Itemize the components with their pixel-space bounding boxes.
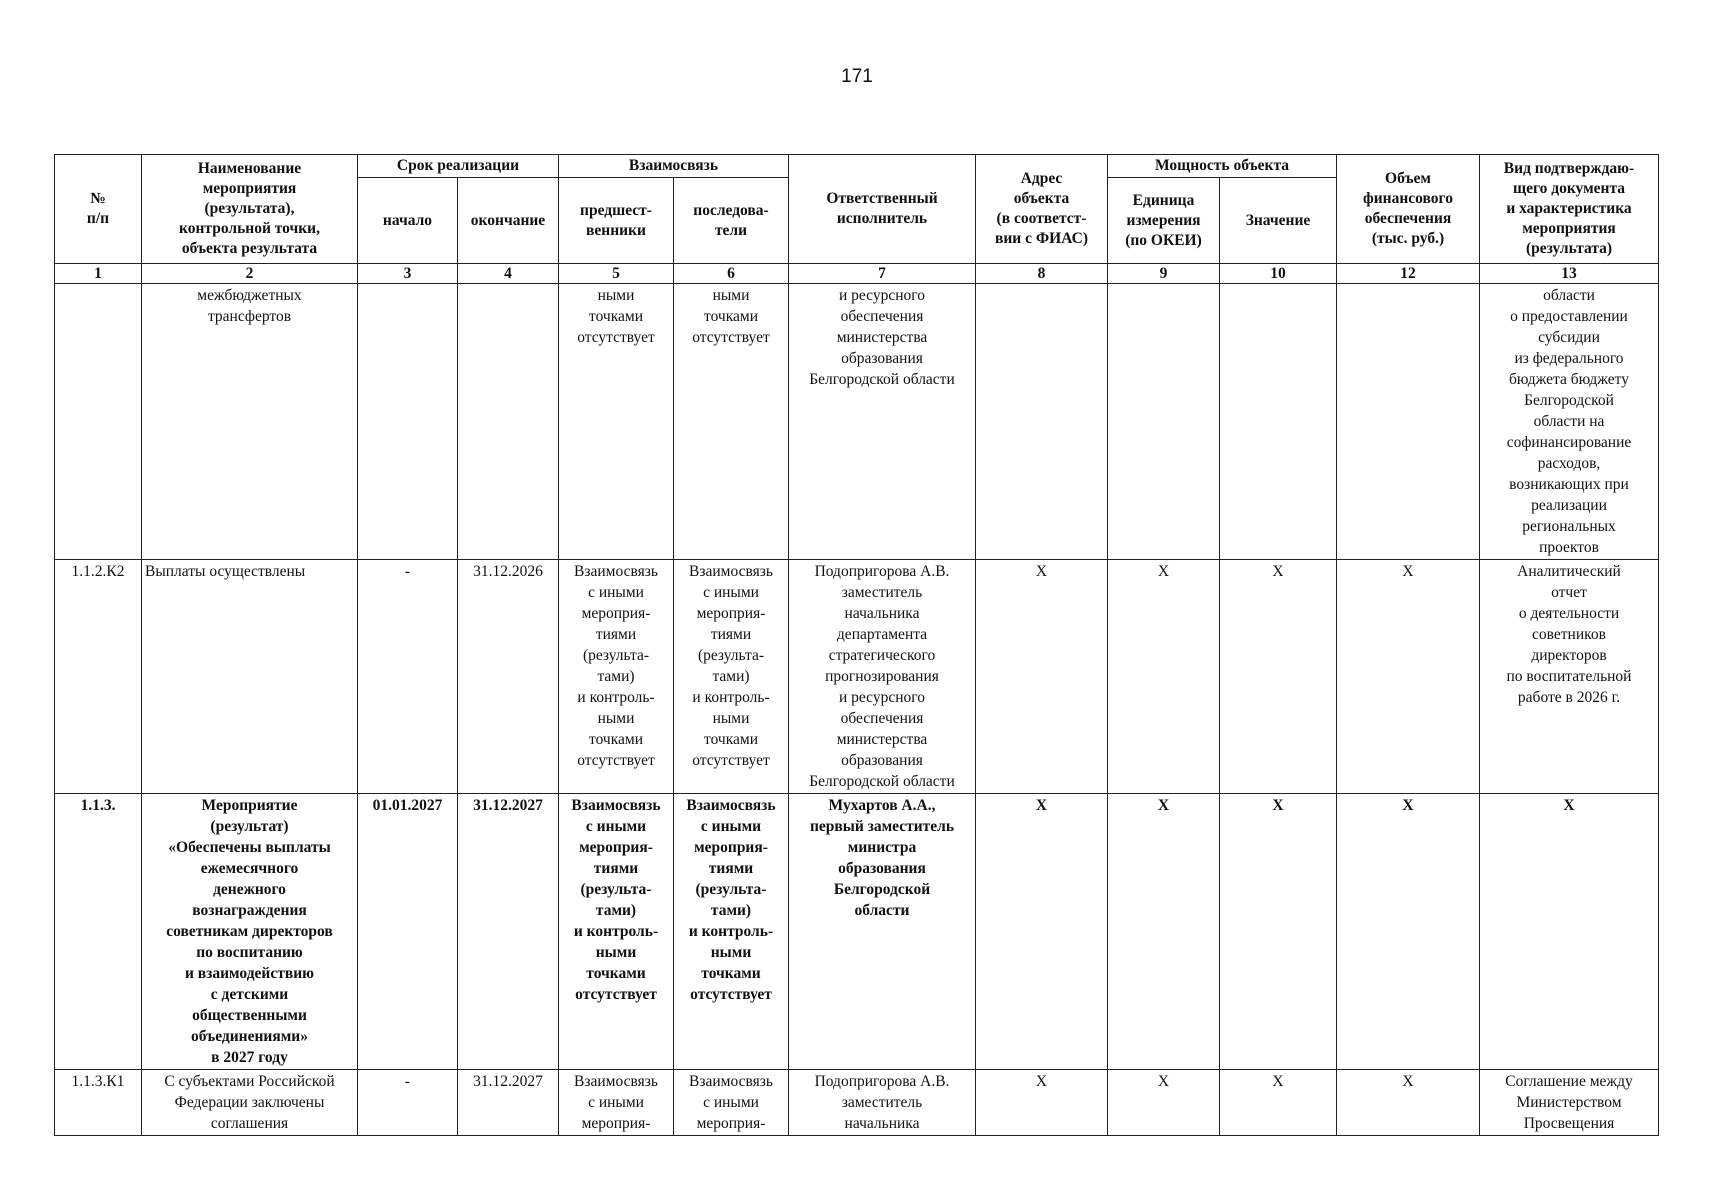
table-row xyxy=(55,560,1659,794)
header-responsible: Ответственный исполнитель xyxy=(789,155,976,264)
row-finance: X xyxy=(1337,1070,1480,1136)
row-unit: X xyxy=(1108,794,1220,1070)
row-finance xyxy=(1337,284,1480,560)
table-row xyxy=(55,794,1659,1070)
row-responsible: и ресурсного обеспечения министерства образования Белгородской области xyxy=(789,284,976,560)
column-number: 2 xyxy=(142,264,358,284)
header-value: Значение xyxy=(1220,178,1337,264)
column-number: 13 xyxy=(1480,264,1659,284)
row-successors: Взаимосвязь с иными мероприя- xyxy=(674,1070,789,1136)
row-value: X xyxy=(1220,1070,1337,1136)
column-number: 5 xyxy=(559,264,674,284)
header-successors: последова- тели xyxy=(674,178,789,264)
row-predecessors: Взаимосвязь с иными мероприя- тиями (результа- тами) и контроль- ными точками отсутствует xyxy=(559,560,674,794)
column-number: 12 xyxy=(1337,264,1480,284)
row-unit xyxy=(1108,284,1220,560)
row-address: X xyxy=(976,1070,1108,1136)
header-end: окончание xyxy=(458,178,559,264)
row-predecessors: ными точками отсутствует xyxy=(559,284,674,560)
row-document: Аналитический отчет о деятельности советников директоров по воспитательной работе в 2026 г. xyxy=(1480,560,1659,794)
row-start: - xyxy=(358,1070,458,1136)
table-row xyxy=(55,284,1659,560)
plan-table xyxy=(54,154,1659,1136)
row-end: 31.12.2026 xyxy=(458,560,559,794)
row-num: 1.1.3.К1 xyxy=(55,1070,142,1136)
row-start: - xyxy=(358,560,458,794)
row-successors: Взаимосвязь с иными мероприя- тиями (результа- тами) и контроль- ными точками отсутствует xyxy=(674,794,789,1070)
row-responsible: Подопригорова А.В. заместитель начальника xyxy=(789,1070,976,1136)
header-term: Срок реализации xyxy=(358,155,559,178)
row-name: Выплаты осуществлены xyxy=(142,560,358,794)
row-num: 1.1.2.К2 xyxy=(55,560,142,794)
row-finance: X xyxy=(1337,560,1480,794)
header-finance: Объем финансового обеспечения (тыс. руб.) xyxy=(1337,155,1480,264)
row-address xyxy=(976,284,1108,560)
row-name: С субъектами Российской Федерации заключены соглашения xyxy=(142,1070,358,1136)
row-responsible: Подопригорова А.В. заместитель начальника департамента стратегического прогнозирования и ресурсного обеспечения министерства образования Белгородской области xyxy=(789,560,976,794)
column-number: 6 xyxy=(674,264,789,284)
row-name: Мероприятие (результат) «Обеспечены выплаты ежемесячного денежного вознаграждения советникам директоров по воспитанию и взаимодействию с детскими общественными объединениями» в 2027 году xyxy=(142,794,358,1070)
header-capacity: Мощность объекта xyxy=(1108,155,1337,178)
row-predecessors: Взаимосвязь с иными мероприя- xyxy=(559,1070,674,1136)
row-successors: Взаимосвязь с иными мероприя- тиями (результа- тами) и контроль- ными точками отсутствует xyxy=(674,560,789,794)
header-predecessors: предшест- венники xyxy=(559,178,674,264)
header-name: Наименование мероприятия (результата), контрольной точки, объекта результата xyxy=(142,155,358,264)
header-start: начало xyxy=(358,178,458,264)
column-number: 9 xyxy=(1108,264,1220,284)
row-value xyxy=(1220,284,1337,560)
header-document: Вид подтверждаю- щего документа и характеристика мероприятия (результата) xyxy=(1480,155,1659,264)
row-document: Соглашение между Министерством Просвещения xyxy=(1480,1070,1659,1136)
column-number: 8 xyxy=(976,264,1108,284)
row-end: 31.12.2027 xyxy=(458,794,559,1070)
row-start: 01.01.2027 xyxy=(358,794,458,1070)
row-value: X xyxy=(1220,794,1337,1070)
row-finance: X xyxy=(1337,794,1480,1070)
row-unit: X xyxy=(1108,560,1220,794)
page-number: 171 xyxy=(841,66,873,87)
row-num xyxy=(55,284,142,560)
row-responsible: Мухартов А.А., первый заместитель министра образования Белгородской области xyxy=(789,794,976,1070)
column-number: 7 xyxy=(789,264,976,284)
column-number: 3 xyxy=(358,264,458,284)
table-row xyxy=(55,1070,1659,1136)
row-address: X xyxy=(976,794,1108,1070)
column-number: 10 xyxy=(1220,264,1337,284)
header-num: № п/п xyxy=(55,155,142,264)
table-header xyxy=(55,155,1659,284)
row-end xyxy=(458,284,559,560)
row-predecessors: Взаимосвязь с иными мероприя- тиями (результа- тами) и контроль- ными точками отсутствует xyxy=(559,794,674,1070)
header-address: Адрес объекта (в соответст- вии с ФИАС) xyxy=(976,155,1108,264)
header-unit: Единица измерения (по ОКЕИ) xyxy=(1108,178,1220,264)
header-link: Взаимосвязь xyxy=(559,155,789,178)
row-successors: ными точками отсутствует xyxy=(674,284,789,560)
row-document: X xyxy=(1480,794,1659,1070)
row-start xyxy=(358,284,458,560)
row-document: области о предоставлении субсидии из федерального бюджета бюджету Белгородской области на софинансирование расходов, возникающих при реализации региональных проектов xyxy=(1480,284,1659,560)
row-name: межбюджетных трансфертов xyxy=(142,284,358,560)
column-number-row xyxy=(55,264,1659,284)
column-number: 4 xyxy=(458,264,559,284)
row-unit: X xyxy=(1108,1070,1220,1136)
row-value: X xyxy=(1220,560,1337,794)
row-end: 31.12.2027 xyxy=(458,1070,559,1136)
row-num: 1.1.3. xyxy=(55,794,142,1070)
row-address: X xyxy=(976,560,1108,794)
column-number: 1 xyxy=(55,264,142,284)
